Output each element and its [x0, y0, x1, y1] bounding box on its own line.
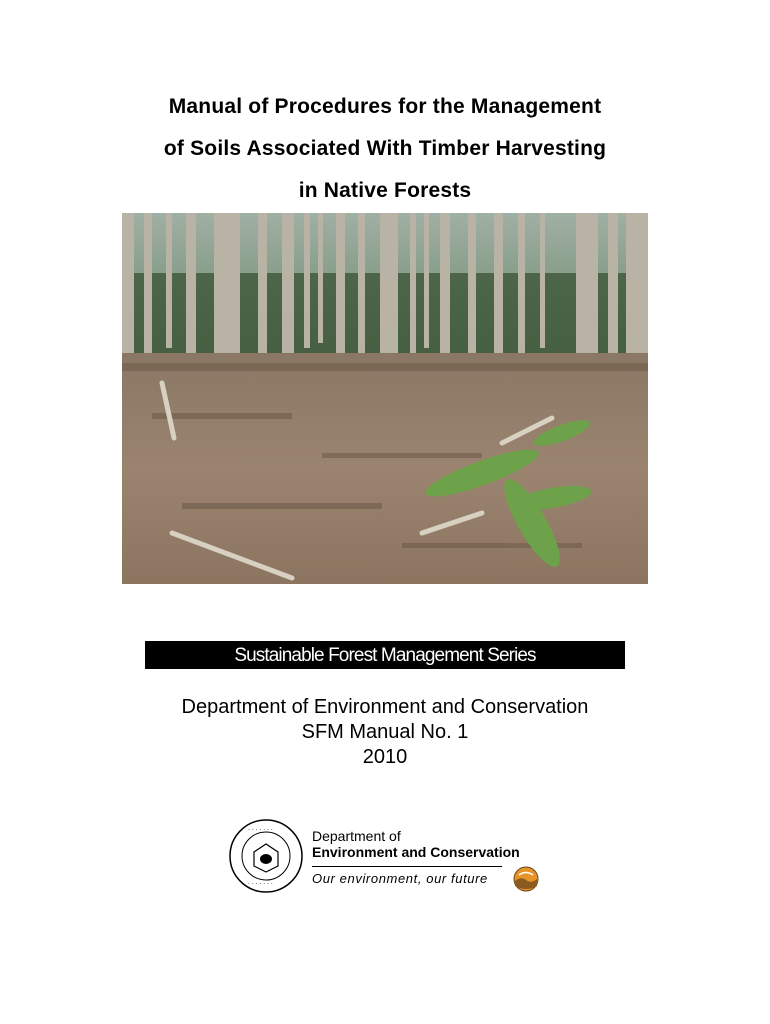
publication-year: 2010: [362, 746, 408, 768]
department-logo: [228, 818, 558, 898]
document-title: [0, 86, 770, 212]
title-line-3: in Native Forests: [298, 179, 472, 202]
title-line-1: Manual of Procedures for the Management: [168, 95, 602, 118]
sun-landscape-icon: [513, 866, 539, 892]
logo-line-2: Environment and Conservation: [312, 844, 520, 860]
logo-line-1: Department of: [312, 828, 401, 844]
department-name: Department of Environment and Conservation: [181, 696, 589, 718]
logo-divider: [312, 866, 502, 867]
logo-text: [312, 828, 520, 889]
forest-photo-illustration: [122, 213, 648, 584]
svg-text:· · · · · · ·: · · · · · · ·: [248, 827, 273, 834]
publication-info: [0, 695, 770, 770]
manual-number: SFM Manual No. 1: [301, 721, 469, 743]
svg-text:· · · · · · ·: · · · · · · ·: [248, 881, 273, 888]
series-banner: Sustainable Forest Management Series: [145, 641, 625, 669]
title-line-2: of Soils Associated With Timber Harvesting: [163, 137, 607, 160]
logo-tagline: Our environment, our future: [312, 871, 488, 886]
government-crest-icon: [228, 818, 304, 894]
forest-photo: [122, 213, 648, 584]
